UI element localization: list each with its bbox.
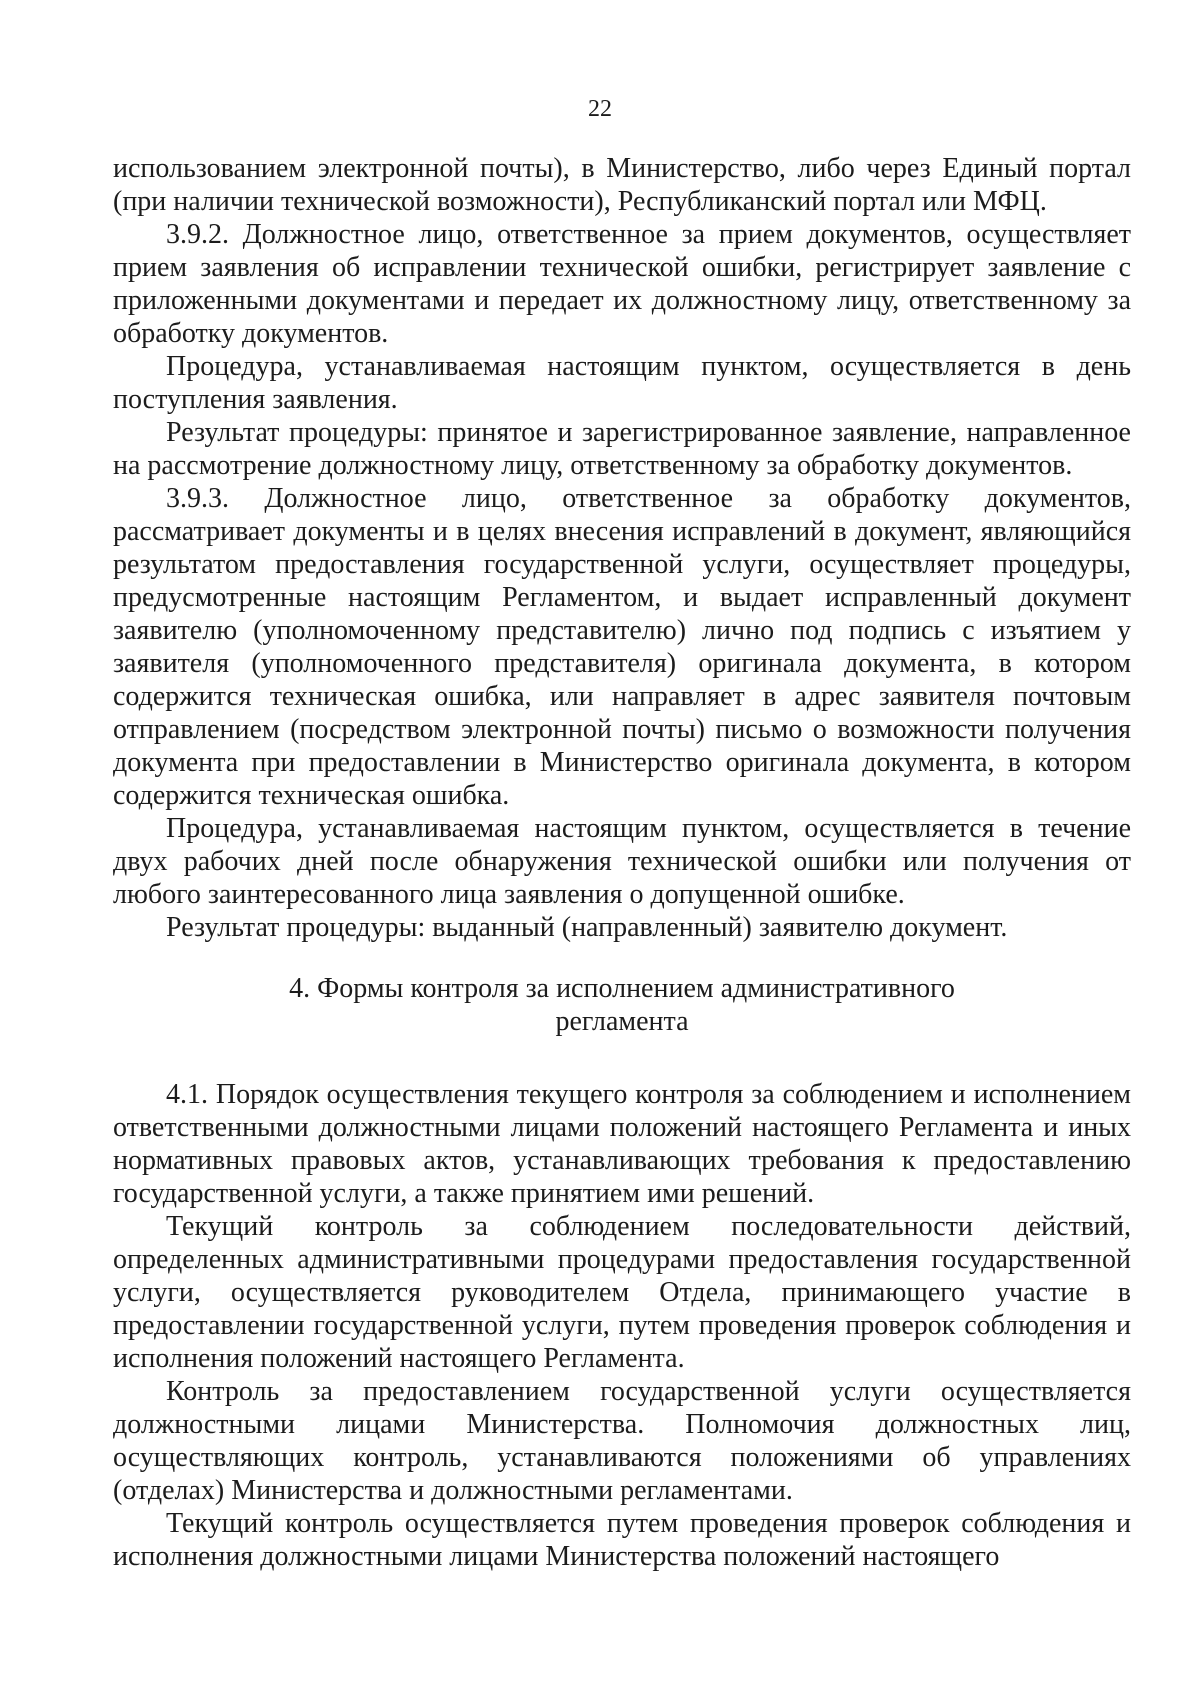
paragraph: Процедура, устанавливаемая настоящим пунктом, осуществляется в день поступления заявления. bbox=[113, 351, 1131, 415]
paragraph: Текущий контроль за соблюдением последовательности действий, определенных административными процедурами предоставления государственной услуги, осуществляется руководителем Отдела, принимающего участие в предоставлении государственной услуги, путем проведения проверок соблюдения и исполнения положений настоящего Регламента. bbox=[113, 1211, 1131, 1374]
section-heading bbox=[272, 972, 972, 1038]
paragraph: Контроль за предоставлением государственной услуги осуществляется должностными лицами Министерства. Полномочия должностных лиц, осуществляющих контроль, устанавливаются положениями об управлениях (отделах) Министерства и должностными регламентами. bbox=[113, 1376, 1131, 1506]
paragraph: Результат процедуры: принятое и зарегистрированное заявление, направленное на рассмотрение должностному лицу, ответственному за обработку документов. bbox=[113, 417, 1131, 481]
paragraph: Процедура, устанавливаемая настоящим пунктом, осуществляется в течение двух рабочих дней после обнаружения технической ошибки или получения от любого заинтересованного лица заявления о допущенной ошибке. bbox=[113, 813, 1131, 910]
section-heading-line: регламента bbox=[555, 1006, 689, 1037]
paragraph: использованием электронной почты), в Министерство, либо через Единый портал (при наличии технической возможности), Республиканский портал или МФЦ. bbox=[113, 153, 1131, 217]
paragraph: Текущий контроль осуществляется путем проведения проверок соблюдения и исполнения должностными лицами Министерства положений настоящего bbox=[113, 1508, 1131, 1572]
paragraph: Результат процедуры: выданный (направленный) заявителю документ. bbox=[166, 912, 1008, 943]
paragraph: 4.1. Порядок осуществления текущего контроля за соблюдением и исполнением ответственными должностными лицами положений настоящего Регламента и иных нормативных правовых актов, устанавливающих требования к предоставлению государственной услуги, а также принятием ими решений. bbox=[113, 1079, 1131, 1209]
paragraph: 3.9.2. Должностное лицо, ответственное за прием документов, осуществляет прием заявления об исправлении технической ошибки, регистрирует заявление с приложенными документами и передает их должностному лицу, ответственному за обработку документов. bbox=[113, 219, 1131, 349]
document-body bbox=[113, 152, 1131, 1573]
paragraph: 3.9.3. Должностное лицо, ответственное за обработку документов, рассматривает документы и в целях внесения исправлений в документ, являющийся результатом предоставления государственной услуги, осуществляет процедуры, предусмотренные настоящим Регламентом, и выдает исправленный документ заявителю (уполномоченному представителю) лично под подпись с изъятием у заявителя (уполномоченного представителя) оригинала документа, в котором содержится техническая ошибка, или направляет в адрес заявителя почтовым отправлением (посредством электронной почты) письмо о возможности получения документа при предоставлении в Министерство оригинала документа, в котором содержится техническая ошибка. bbox=[113, 483, 1131, 811]
page-number: 22 bbox=[588, 96, 612, 122]
section-heading-line: 4. Формы контроля за исполнением административного bbox=[289, 973, 955, 1004]
